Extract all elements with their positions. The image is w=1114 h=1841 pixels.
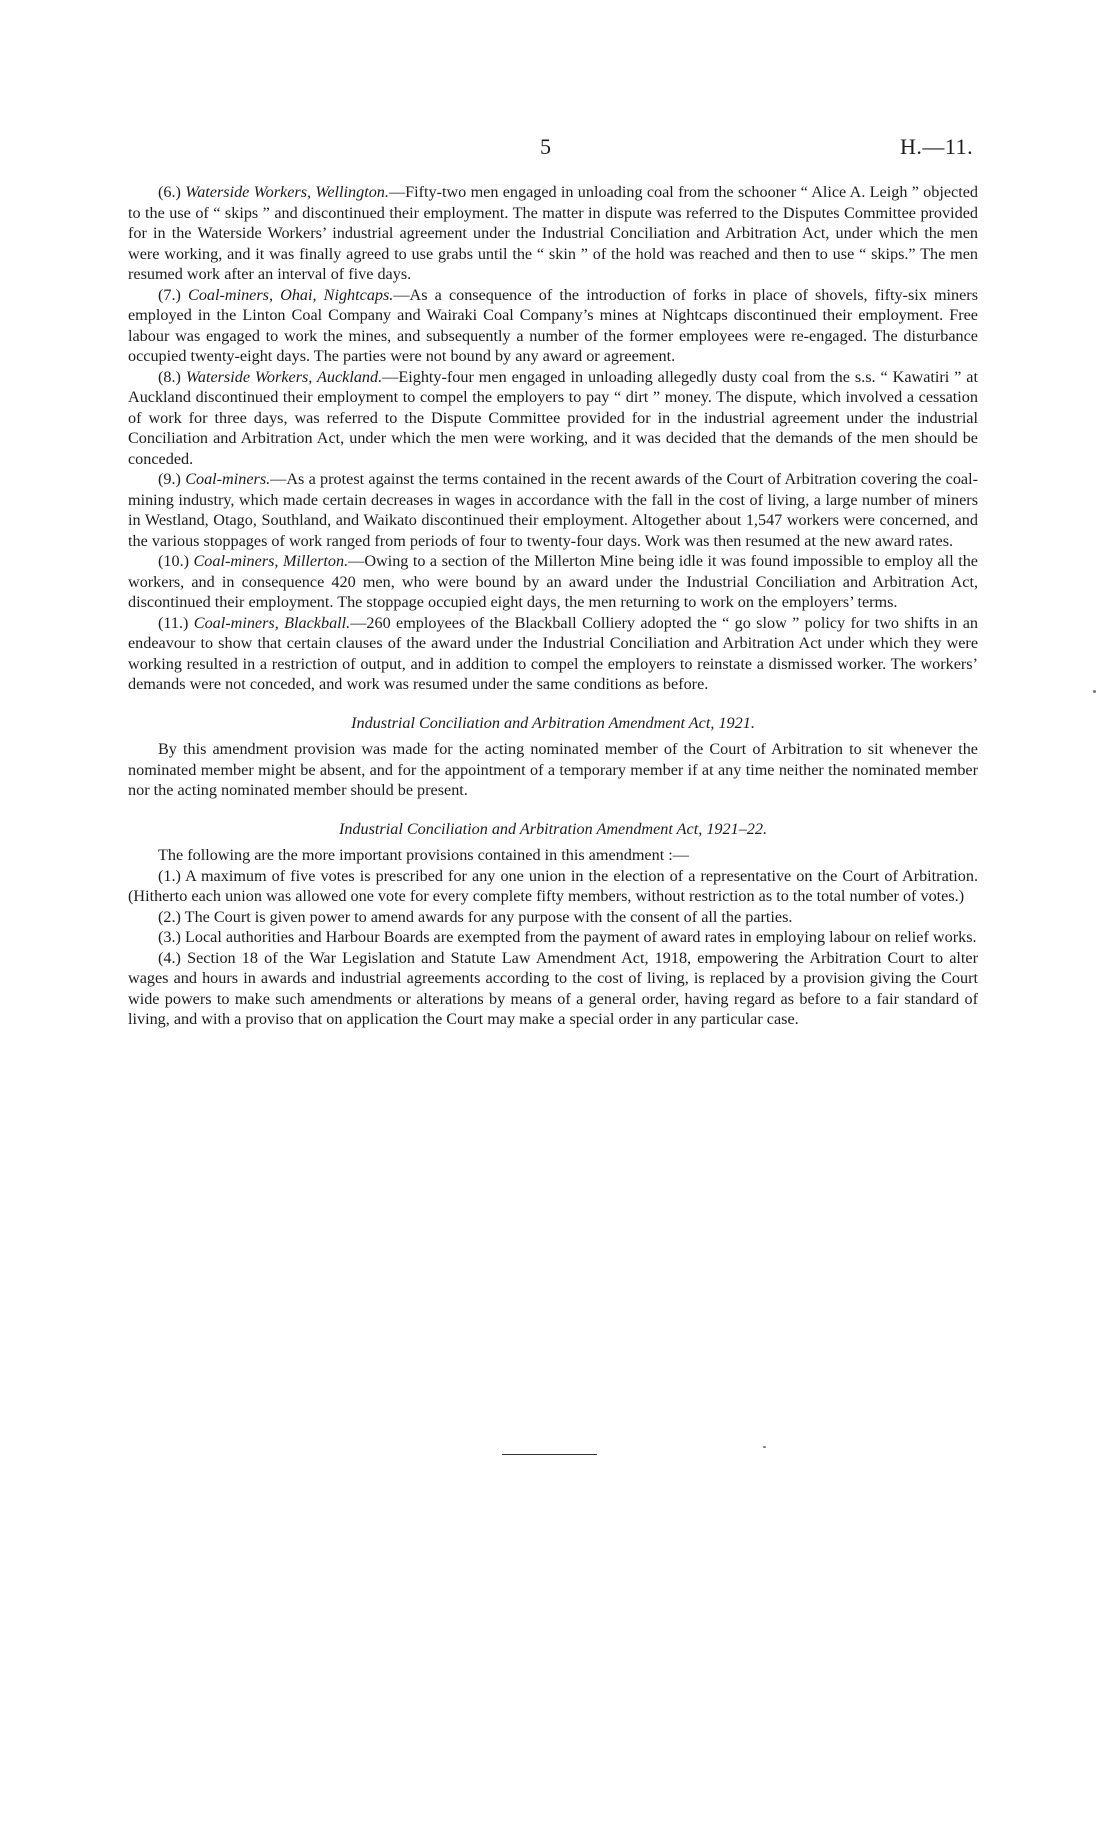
scan-speck [763, 1446, 766, 1448]
dispute-text: —As a consequence of the introduction of forks in place of shovels, fifty-six miners employed in the Linton Coal Company and Wairaki Coal Company’s mines at Nightcaps discontinued their employment. Free labour was engaged to work the mines, and subsequently a number of the former employees were re-engaged. The disturbance occupied twenty-eight days. The parties were not bound by any award or agreement. [128, 285, 979, 365]
dispute-number: (7.) [158, 285, 181, 304]
dispute-title: Coal-miners, Millerton. [193, 552, 349, 570]
dispute-title: Coal-miners, Blackball. [193, 613, 351, 632]
dispute-text: —Eighty-four men engaged in unloading allegedly dusty coal from the s.s. “ Kawatiri ” at Auckland discontinued their employment to compel the employers to pay “ dirt ” money. The dispute, which involved a cessation of work for three days, was referred to the Dispute Committee provided for in the industrial agreement under the industrial Conciliation and Arbitration Act, under which the men were working, and it was decided that the demands of the men should be conceded. [128, 367, 978, 468]
dispute-title: Waterside Workers, Wellington. [185, 183, 389, 201]
provision-paragraph: (1.) A maximum of five votes is prescribed for any one union in the election of a representative on the Court of Arbitration. (Hitherto each union was allowed one vote for every complete fifty members, without restriction as to the total number of votes.) [128, 866, 978, 905]
dispute-number: (11.) [158, 613, 189, 632]
dispute-paragraph [128, 613, 978, 695]
dispute-text: —Owing to a section of the Millerton Mine being idle it was found impossible to employ all the workers, and in consequence 420 men, who were bound by an award under the Industrial Conciliation and Arbitration Act, discontinued their employment. The stoppage occupied eight days, the men returning to work on the employers’ terms. [128, 552, 978, 611]
section-heading-amendment-1921: Industrial Conciliation and Arbitration Amendment Act, 1921. [351, 713, 755, 732]
amendment-1921-paragraph: By this amendment provision was made for the acting nominated member of the Court of Arbitration to sit whenever the nominated member might be absent, and for the appointment of a temporary member if at any time neither the nominated member nor the acting nominated member should be present. [128, 740, 978, 799]
dispute-number: (6.) [158, 183, 181, 201]
dispute-paragraph [128, 469, 978, 551]
dispute-title: Waterside Workers, Auckland. [185, 367, 383, 386]
dispute-title: Coal-miners, Ohai, Nightcaps. [188, 285, 394, 304]
dispute-paragraph [128, 182, 978, 285]
provision-paragraph: (2.) The Court is given power to amend awards for any purpose with the consent of all the parties. [158, 907, 793, 926]
dispute-text: —As a protest against the terms contained in the recent awards of the Court of Arbitration covering the coal-mining industry, which made certain decreases in wages in accordance with the fall in the cost of living, a large number of miners in Westland, Otago, Southland, and Waikato discontinued their employment. Altogether about 1,547 workers were concerned, and the various stoppages of work ranged from periods of four to twenty-four days. Work was then resumed at the new award rates. [128, 470, 978, 550]
document-reference: H.—11. [900, 134, 974, 159]
amendment-intro: The following are the more important provisions contained in this amendment :— [158, 846, 689, 864]
section-heading-amendment-1921-22: Industrial Conciliation and Arbitration Amendment Act, 1921–22. [338, 819, 768, 838]
dispute-number: (9.) [158, 470, 181, 488]
dispute-number: (8.) [158, 367, 181, 386]
page-number: 5 [540, 134, 552, 159]
dispute-number: (10.) [158, 552, 190, 570]
dispute-paragraph [128, 367, 978, 470]
scan-speck [1093, 690, 1096, 693]
dispute-title: Coal-miners. [185, 470, 271, 488]
dispute-text: —Fifty-two men engaged in unloading coal from the schooner “ Alice A. Leigh ” objected to the use of “ skips ” and discontinued their employment. The matter in dispute was referred to the Disputes Committee provided for in the Waterside Workers’ industrial agreement under the Industrial Conciliation and Arbitration Act, under which the men were working, and it was finally agreed to use grabs until the “ skin ” of the hold was reached and then to use “ skips.” The men resumed work after an interval of five days. [128, 183, 978, 283]
dispute-paragraph [128, 551, 978, 613]
document-body [128, 182, 978, 1030]
dispute-text: —260 employees of the Blackball Colliery adopted the “ go slow ” policy for two shifts in an endeavour to show that certain clauses of the award under the Industrial Conciliation and Arbitration Act under which they were working resulted in a restriction of output, and in addition to compel the employers to reinstate a dismissed worker. The workers’ demands were not conceded, and work was resumed under the same conditions as before. [128, 613, 978, 693]
dispute-paragraph [128, 285, 978, 367]
provision-paragraph: (3.) Local authorities and Harbour Boards are exempted from the payment of award rates in employing labour on relief works. [158, 928, 977, 946]
end-rule-divider [502, 1454, 597, 1455]
provision-paragraph: (4.) Section 18 of the War Legislation and Statute Law Amendment Act, 1918, empowering the Arbitration Court to alter wages and hours in awards and industrial agreements according to the cost of living, is replaced by a provision giving the Court wide powers to make such amendments or alterations by means of a general order, having regard as before to a fair standard of living, and with a proviso that on application the Court may make a special order in any particular case. [128, 948, 978, 1028]
